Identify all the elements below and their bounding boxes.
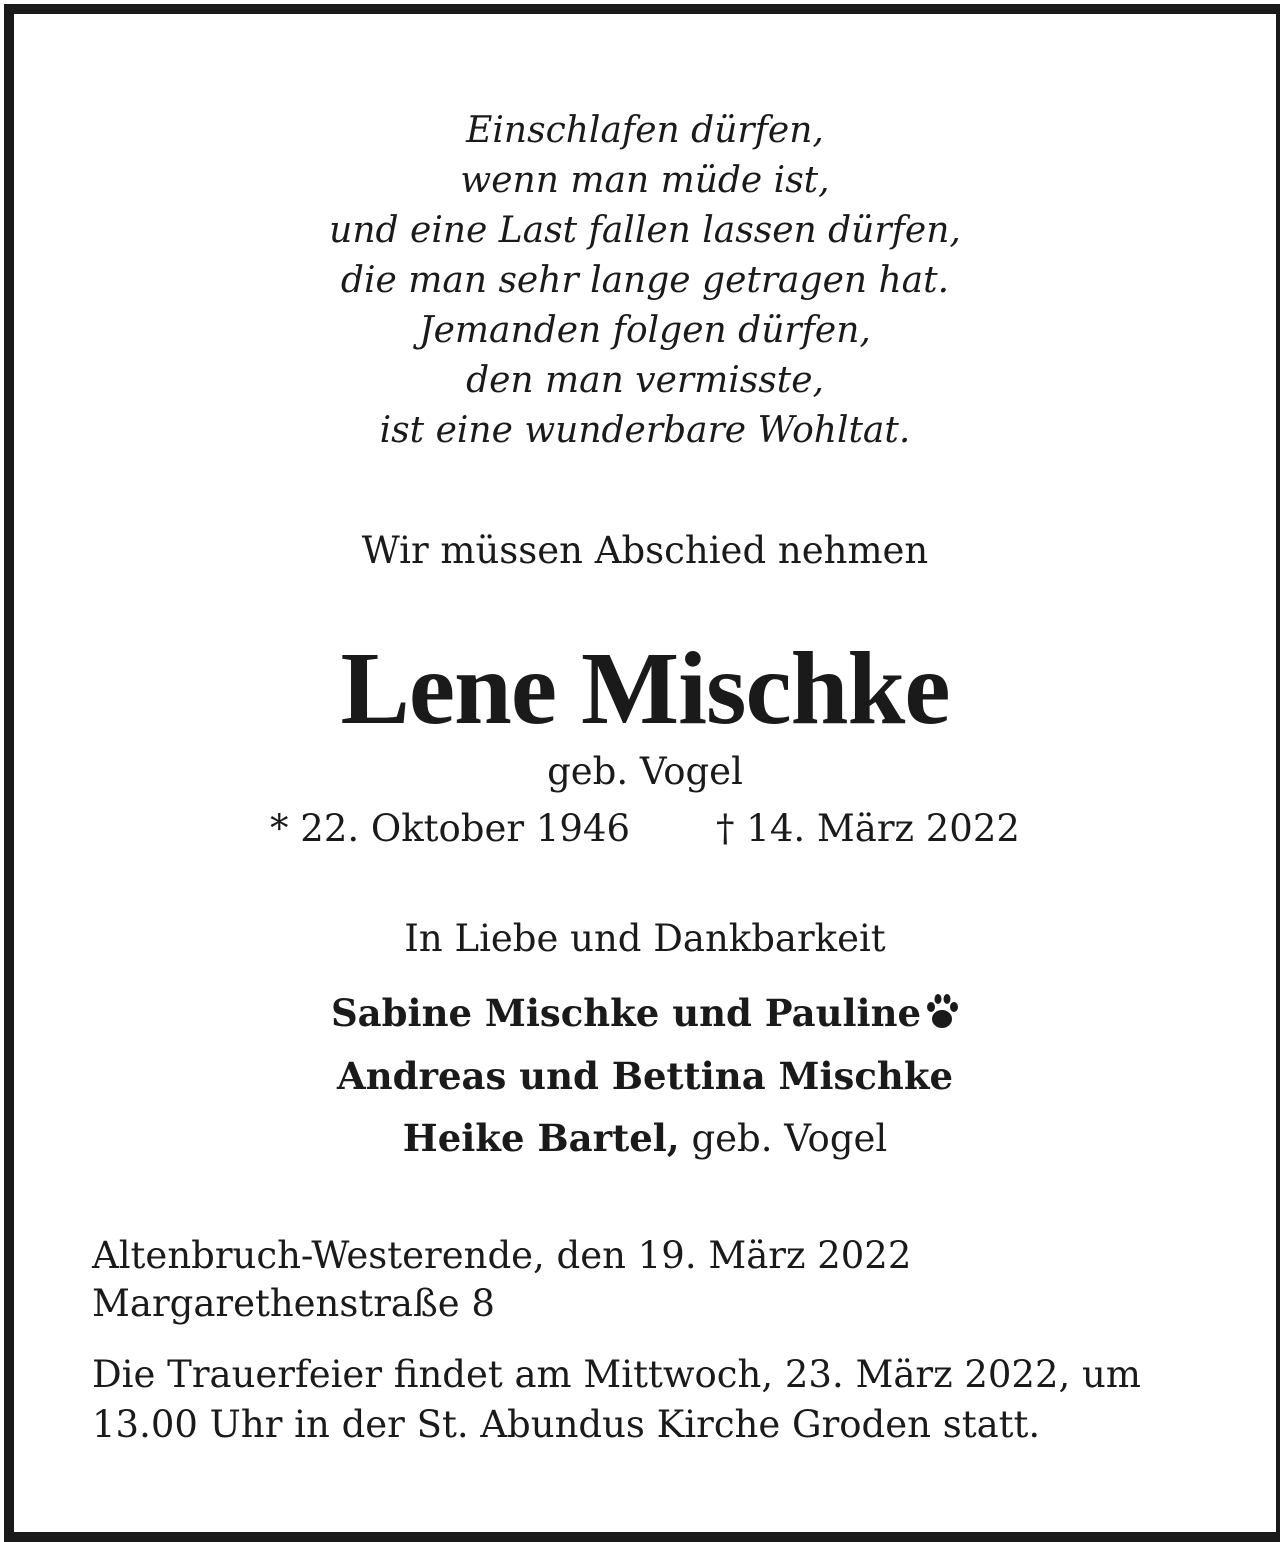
birth-name: geb. Vogel bbox=[547, 750, 743, 793]
death-date: † 14. März 2022 bbox=[716, 807, 1020, 850]
mourner-line bbox=[14, 1107, 1276, 1170]
service-line: Die Trauerfeier findet am Mittwoch, 23. März 2022, um bbox=[92, 1353, 1141, 1396]
obituary-frame bbox=[4, 4, 1280, 1542]
poem-line: und eine Last fallen lassen dürfen, bbox=[329, 210, 961, 251]
poem-line: Jemanden folgen dürfen, bbox=[419, 310, 871, 351]
thanks-line: In Liebe und Dankbarkeit bbox=[404, 917, 886, 960]
service-line: 13.00 Uhr in der St. Abundus Kirche Groden statt. bbox=[92, 1403, 1041, 1446]
life-dates bbox=[14, 804, 1276, 854]
mourner-name: Sabine Mischke und Pauline bbox=[330, 991, 922, 1035]
birth-date: * 22. Oktober 1946 bbox=[270, 807, 631, 850]
poem-line: Einschlafen dürfen, bbox=[466, 110, 824, 151]
poem-line: ist eine wunderbare Wohltat. bbox=[379, 410, 911, 451]
poem-line: wenn man müde ist, bbox=[460, 160, 830, 201]
place-date: Altenbruch-Westerende, den 19. März 2022 bbox=[92, 1234, 912, 1277]
poem bbox=[14, 106, 1276, 456]
address-block bbox=[92, 1232, 911, 1328]
mourner-name: Heike Bartel, bbox=[402, 1116, 680, 1160]
street-address: Margarethenstraße 8 bbox=[92, 1282, 495, 1325]
farewell-heading: Wir müssen Abschied nehmen bbox=[361, 529, 929, 572]
mourners-list bbox=[14, 982, 1276, 1170]
deceased-name: Lene Mischke bbox=[340, 631, 950, 746]
paw-print-icon bbox=[925, 988, 959, 1032]
poem-line: die man sehr lange getragen hat. bbox=[340, 260, 950, 301]
mourner-line bbox=[14, 982, 1276, 1045]
mourner-line: Andreas und Bettina Mischke bbox=[336, 1054, 953, 1098]
mourner-birth-name: geb. Vogel bbox=[691, 1117, 888, 1160]
funeral-service-info bbox=[92, 1350, 1222, 1450]
poem-line: den man vermisste, bbox=[466, 360, 824, 401]
